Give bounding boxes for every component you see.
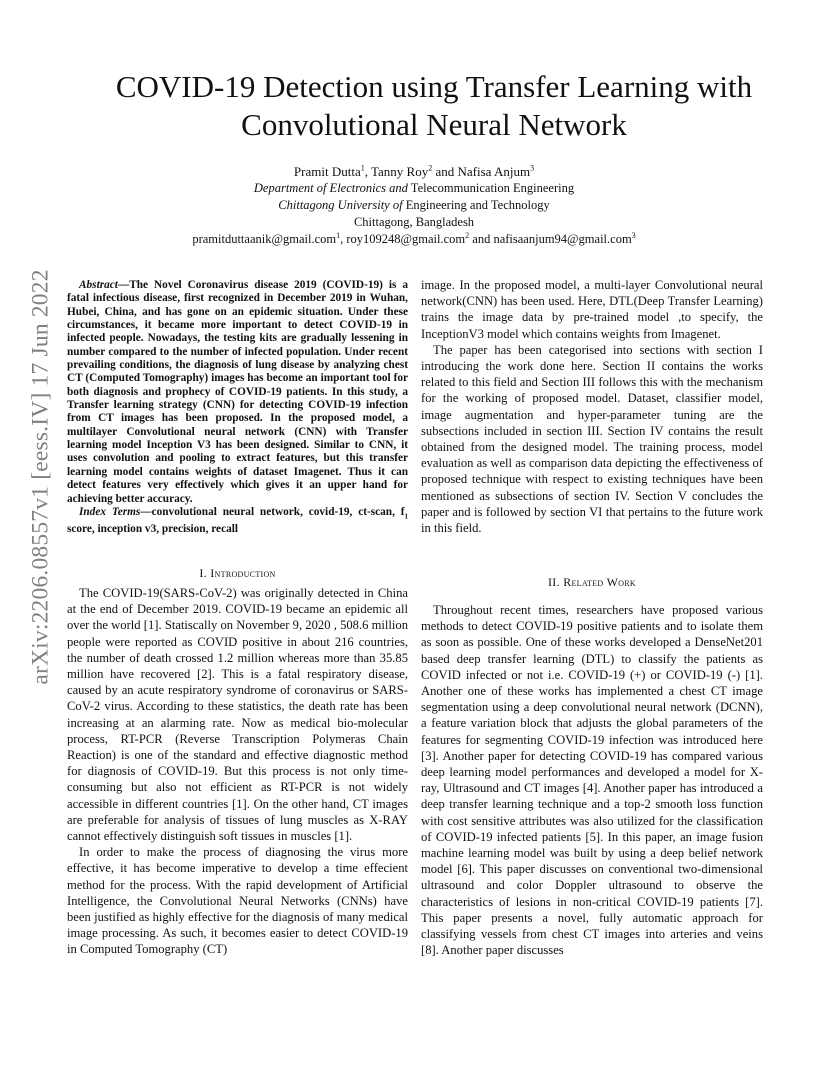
arxiv-sidebar-stamp xyxy=(22,269,60,685)
index-terms: Index Terms—convolutional neural network, covid-19, ct-scan, $f_1$ score, inception v3, precision, recall xyxy=(67,505,408,536)
university-rest: Engineering and Technology xyxy=(402,198,550,212)
introduction-body xyxy=(67,585,408,958)
title-line-1: COVID-19 Detection using Transfer Learning with xyxy=(115,69,753,104)
paper-organization-paragraph: The paper has been categorised into sections with section I introducing the work done here. Section II contains the works related to this field and Section III follows this with the mechanism for the working of proposed model. Dataset, classifier model, image augmentation and hyper-parameter tuning are the subsections included in section III. Section IV contains the result obtained from the designed model. The training process, model evaluation as well as comparison data depicting the effectiveness of proposed technique with respect to existing techniques have been mentioned as subsections of section IV. Section V concludes the paper and is followed by section VI that pertains to the future work in this field. xyxy=(421,342,763,536)
author-3: and Nafisa Anjum xyxy=(432,164,531,179)
department-rest: Telecommunication Engineering xyxy=(407,181,575,195)
author-1-marker: 1 xyxy=(360,163,365,173)
intro-paragraph-2: In order to make the process of diagnosing the virus more effective, it has become imperative to develop a time effecient method for the process. With the rapid development of Artificial Intelligence, the Convolutional Neural Networks (CNNs) have been justified as highly effective for the diagnosis of many medical image processing. As such, it becomes easier to detect COVID-19 in Computed Tomography (CT) xyxy=(67,845,408,957)
title-line-2: Convolutional Neural Network xyxy=(241,107,627,142)
email-3: and nafisaanjum94@gmail.com xyxy=(469,232,632,246)
author-list xyxy=(0,164,828,180)
author-emails: pramitduttaanik@gmail.com$^1$, roy109248@gmail.com$^2$ and nafisaanjum94@gmail.com$^3$ xyxy=(192,230,636,246)
affiliation-city: Chittagong, Bangladesh xyxy=(353,215,475,229)
author-2-marker: 2 xyxy=(428,163,433,173)
abstract-text: —The Novel Coronavirus disease 2019 (COVID-19) is a fatal infectious disease, first recognized in December 2019 in Wuhan, Hubei, China, and has gone on an epidemic situation. Under these circumstances, it became more important to detect COVID-19 in infected people. Nowadays, the testing kits are gradually lessening in number compared to the number of infected population. Under recent prevailing conditions, the diagnosis of lung disease by analyzing chest CT (Computed Tomography) images has become an important tool for both diagnosis and prophecy of COVID-19 patients. In this study, a Transfer learning strategy (CNN) for detecting COVID-19 infection from CT images has been proposed. In the proposed model, a multilayer Convolutional neural network (CNN) with Transfer learning model Inception V3 has been designed. Similar to CNN, it uses convolution and pooling to extract features, but this transfer learning model contains weights of dataset Imagenet. Thus it can detect features very effectively which gives it an upper hand for achieving better accuracy. xyxy=(67,279,408,505)
index-terms-label: Index Terms xyxy=(79,505,141,518)
intro-paragraph-1: The COVID-19(SARS-CoV-2) was originally detected in China at the end of December 2019. COVID-19 became an epidemic all over the world [1]. Statiscally on November 9, 2020 , 508.6 million people were reported as COVID positive in about 216 countries, the number of death crossed 1.2 million whereas more than 35.85 million have recovered [2]. This is a fatal respiratory disease, caused by an acute respiratory syndrome of coronavirus or SARS-CoV-2 virus. According to these statistics, the death rate has been increasing at an alarming rate. Now as medical bio-molecular process, RT-PCR (Reverse Transcription Polymeras Chain Reaction) is one of the standard and effective diagnostic method for diagnosis of COVID-19. But this process is not only time-consuming but also not efficient as RT-PCR is not widely accessible in different countries [1]. On the other hand, CT images are preferable for analysis of tissues of lung muscles as X-RAY cannot effectively distinguish soft tissues in muscles [1]. xyxy=(67,586,408,844)
author-1: Pramit Dutta xyxy=(293,164,361,179)
email-1: pramitduttaanik@gmail.com xyxy=(192,232,337,246)
abstract-label: Abstract xyxy=(79,279,118,291)
section-heading-related-work: II. Related Work xyxy=(547,575,637,589)
department-italic: Department of Electronics and xyxy=(253,181,408,195)
affiliation-department xyxy=(0,181,828,196)
university-italic: Chittagong University of xyxy=(278,198,403,212)
abstract-block xyxy=(67,279,408,537)
paper-title xyxy=(40,68,828,144)
section-heading-introduction: I. Introduction xyxy=(199,566,276,580)
abstract-paragraph xyxy=(67,279,408,506)
email-2: , roy109248@gmail.com xyxy=(340,232,466,246)
author-2: , Tanny Roy xyxy=(364,164,429,179)
related-work-body xyxy=(421,602,763,958)
affiliation-university xyxy=(0,198,828,213)
arxiv-identifier: arXiv:2206.08557v1 [eess.IV] 17 Jun 2022 xyxy=(27,269,54,685)
related-work-paragraph: Throughout recent times, researchers have proposed various methods to detect COVID-19 positive patients and to isolate them as soon as possible. One of these works developed a DenseNet201 based deep transfer learning (DTL) to classify the patients as COVID infected or not i.e. COVID-19 (+) or COVID-19 (-) [1]. Another one of these works has implemented a chest CT image segmentation using a deep convolutional neural network (DCNN), a feature variation block that adjusts the global parameters of the features for segmenting COVID-19 infection was introduced here [3]. Another paper for detecting COVID-19 has compared various deep learning model performances and developed a model for X-ray, Ultrasound and CT images [4]. Another paper has introduced a deep transfer learning technique and a top-2 smooth loss function with cost sensitive attributes was also utilized for the classification of COVID-19 infected patients [5]. In this paper, an image fusion machine learning model was built by using a deep belief network model [6]. This paper discusses on conventional two-dimensional ultrasound and color Doppler ultrasound to observe the characteristics of lesions in non-critical COVID-19 patients [7]. This paper presents a novel, fully automatic approach for classifying vessels from chest CT images into arteries and veins [8]. Another paper discusses xyxy=(421,603,763,958)
right-paragraph-continued: image. In the proposed model, a multi-layer Convolutional neural network(CNN) has been used. Here, DTL(Deep Transfer Learning) trains the image data by pre-trained model ,to specify, the InceptionV3 model which contains weights from Imagenet. xyxy=(421,278,763,341)
author-3-marker: 3 xyxy=(530,163,535,173)
right-column-top xyxy=(421,277,763,536)
